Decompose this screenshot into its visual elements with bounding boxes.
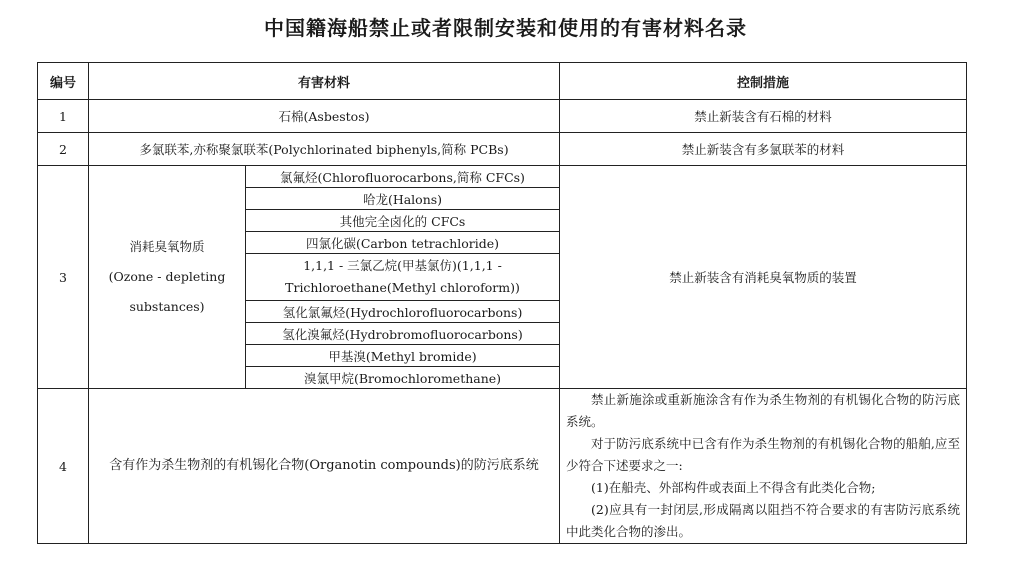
row-material-group bbox=[89, 166, 246, 389]
row-material: 含有作为杀生物剂的有机锡化合物(Organotin compounds)的防污底系统 bbox=[89, 389, 560, 544]
control-paragraph: 禁止新施涂或重新施涂含有作为杀生物剂的有机锡化合物的防污底系统。 bbox=[566, 392, 961, 429]
table-row bbox=[38, 389, 967, 544]
row-number: 4 bbox=[38, 389, 89, 544]
table-row bbox=[38, 133, 967, 166]
row-number: 2 bbox=[38, 133, 89, 166]
control-paragraph: 对于防污底系统中已含有作为杀生物剂的有机锡化合物的船舶,应至少符合下述要求之一: bbox=[566, 436, 961, 473]
control-paragraph: (2)应具有一封闭层,形成隔离以阻挡不符合要求的有害防污底系统中此类化合物的渗出。 bbox=[566, 502, 961, 539]
row-control: 禁止新装含有消耗臭氧物质的装置 bbox=[560, 166, 967, 389]
row-number: 1 bbox=[38, 100, 89, 133]
control-paragraph: (1)在船壳、外部构件或表面上不得含有此类化合物; bbox=[591, 480, 876, 495]
sub-material: 甲基溴(Methyl bromide) bbox=[246, 345, 560, 367]
material-group-en-1: (Ozone - depleting bbox=[108, 269, 226, 284]
page-title: 中国籍海船禁止或者限制安装和使用的有害材料名录 bbox=[264, 16, 747, 40]
row-material: 多氯联苯,亦称聚氯联苯(Polychlorinated biphenyls,简称 PCBs) bbox=[89, 133, 560, 166]
row-material: 石棉(Asbestos) bbox=[89, 100, 560, 133]
table-header-row bbox=[38, 63, 967, 100]
row-control bbox=[560, 389, 967, 544]
sub-material: 氢化氯氟烃(Hydrochlorofluorocarbons) bbox=[246, 301, 560, 323]
material-group-zh: 消耗臭氧物质 bbox=[129, 239, 205, 254]
sub-material: 氢化溴氟烃(Hydrobromofluorocarbons) bbox=[246, 323, 560, 345]
sub-material: 四氯化碳(Carbon tetrachloride) bbox=[246, 232, 560, 254]
header-number: 编号 bbox=[38, 63, 89, 100]
hazardous-materials-table bbox=[37, 62, 967, 544]
sub-material: 其他完全卤化的 CFCs bbox=[246, 210, 560, 232]
material-group-en-2: substances) bbox=[129, 299, 205, 314]
row-control: 禁止新装含有石棉的材料 bbox=[560, 100, 967, 133]
header-material: 有害材料 bbox=[89, 63, 560, 100]
table-row bbox=[38, 166, 967, 188]
sub-material: 1,1,1 - 三氯乙烷(甲基氯仿)(1,1,1 - Trichloroethane(Methyl chloroform)) bbox=[246, 254, 560, 301]
sub-material: 溴氯甲烷(Bromochloromethane) bbox=[246, 367, 560, 389]
header-control: 控制措施 bbox=[560, 63, 967, 100]
row-number: 3 bbox=[38, 166, 89, 389]
table-row bbox=[38, 100, 967, 133]
sub-material: 哈龙(Halons) bbox=[246, 188, 560, 210]
sub-material: 氯氟烃(Chlorofluorocarbons,简称 CFCs) bbox=[246, 166, 560, 188]
row-control: 禁止新装含有多氯联苯的材料 bbox=[560, 133, 967, 166]
